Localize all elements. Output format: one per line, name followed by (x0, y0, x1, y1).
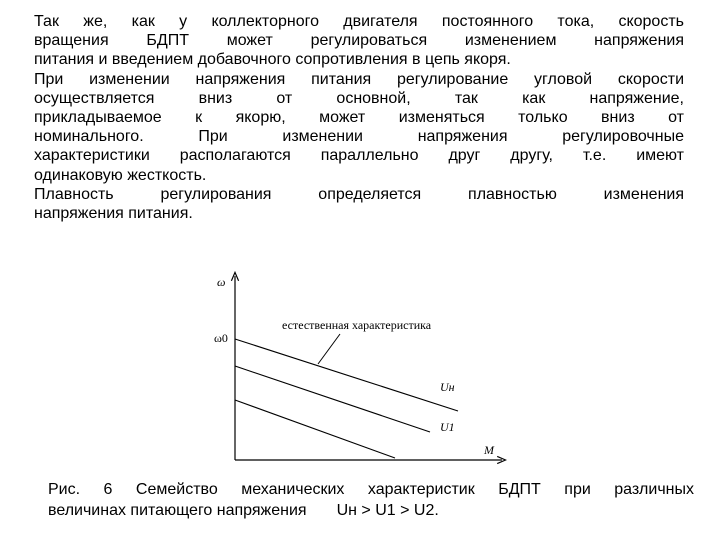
text-line: одинаковую жесткость. (34, 166, 207, 184)
natural-characteristic-line (235, 339, 458, 411)
characteristic-line-uh (235, 366, 430, 432)
x-axis-label: M (484, 443, 494, 457)
uh-label: Uн (440, 380, 455, 394)
caption-prefix: величинах питающего напряжения (48, 502, 307, 519)
text-line: вращения БДПТ может регулироваться изменением напряжения (34, 32, 684, 50)
text-line: При изменении напряжения питания регулирование угловой скорости (34, 70, 684, 88)
mechanical-characteristics-figure (200, 272, 510, 464)
caption-line (48, 500, 694, 521)
text-line: Так же, как у коллекторного двигателя постоянного тока, скорость (34, 13, 684, 30)
omega0-label: ω0 (214, 331, 228, 345)
text-line: номинального. При изменении напряжения регулировочные (34, 128, 684, 146)
caption-line: Рис. 6 Семейство механических характеристик БДПТ при различных (48, 481, 694, 498)
y-axis-label: ω (217, 275, 226, 289)
text-line: напряжения питания. (34, 205, 193, 223)
text-line: Плавность регулирования определяется плавностью изменения (34, 185, 684, 203)
text-line: питания и введением добавочного сопротивления в цепь якоря. (34, 51, 511, 69)
figure-svg (200, 272, 510, 464)
text-line: осуществляется вниз от основной, так как напряжение, (34, 89, 684, 107)
natural-characteristic-annotation: естественная характеристика (282, 318, 432, 332)
annotation-leader-line (318, 334, 340, 364)
text-line: характеристики располагаются параллельно друг другу, т.е. имеют (34, 147, 684, 165)
characteristic-line-u1 (235, 400, 395, 458)
caption-formula: Uн > U1 > U2. (336, 502, 439, 519)
body-text (34, 12, 684, 223)
figure-caption (48, 479, 694, 521)
u1-label: U1 (440, 420, 455, 434)
text-line: прикладываемое к якорю, может изменяться только вниз от (34, 109, 684, 127)
